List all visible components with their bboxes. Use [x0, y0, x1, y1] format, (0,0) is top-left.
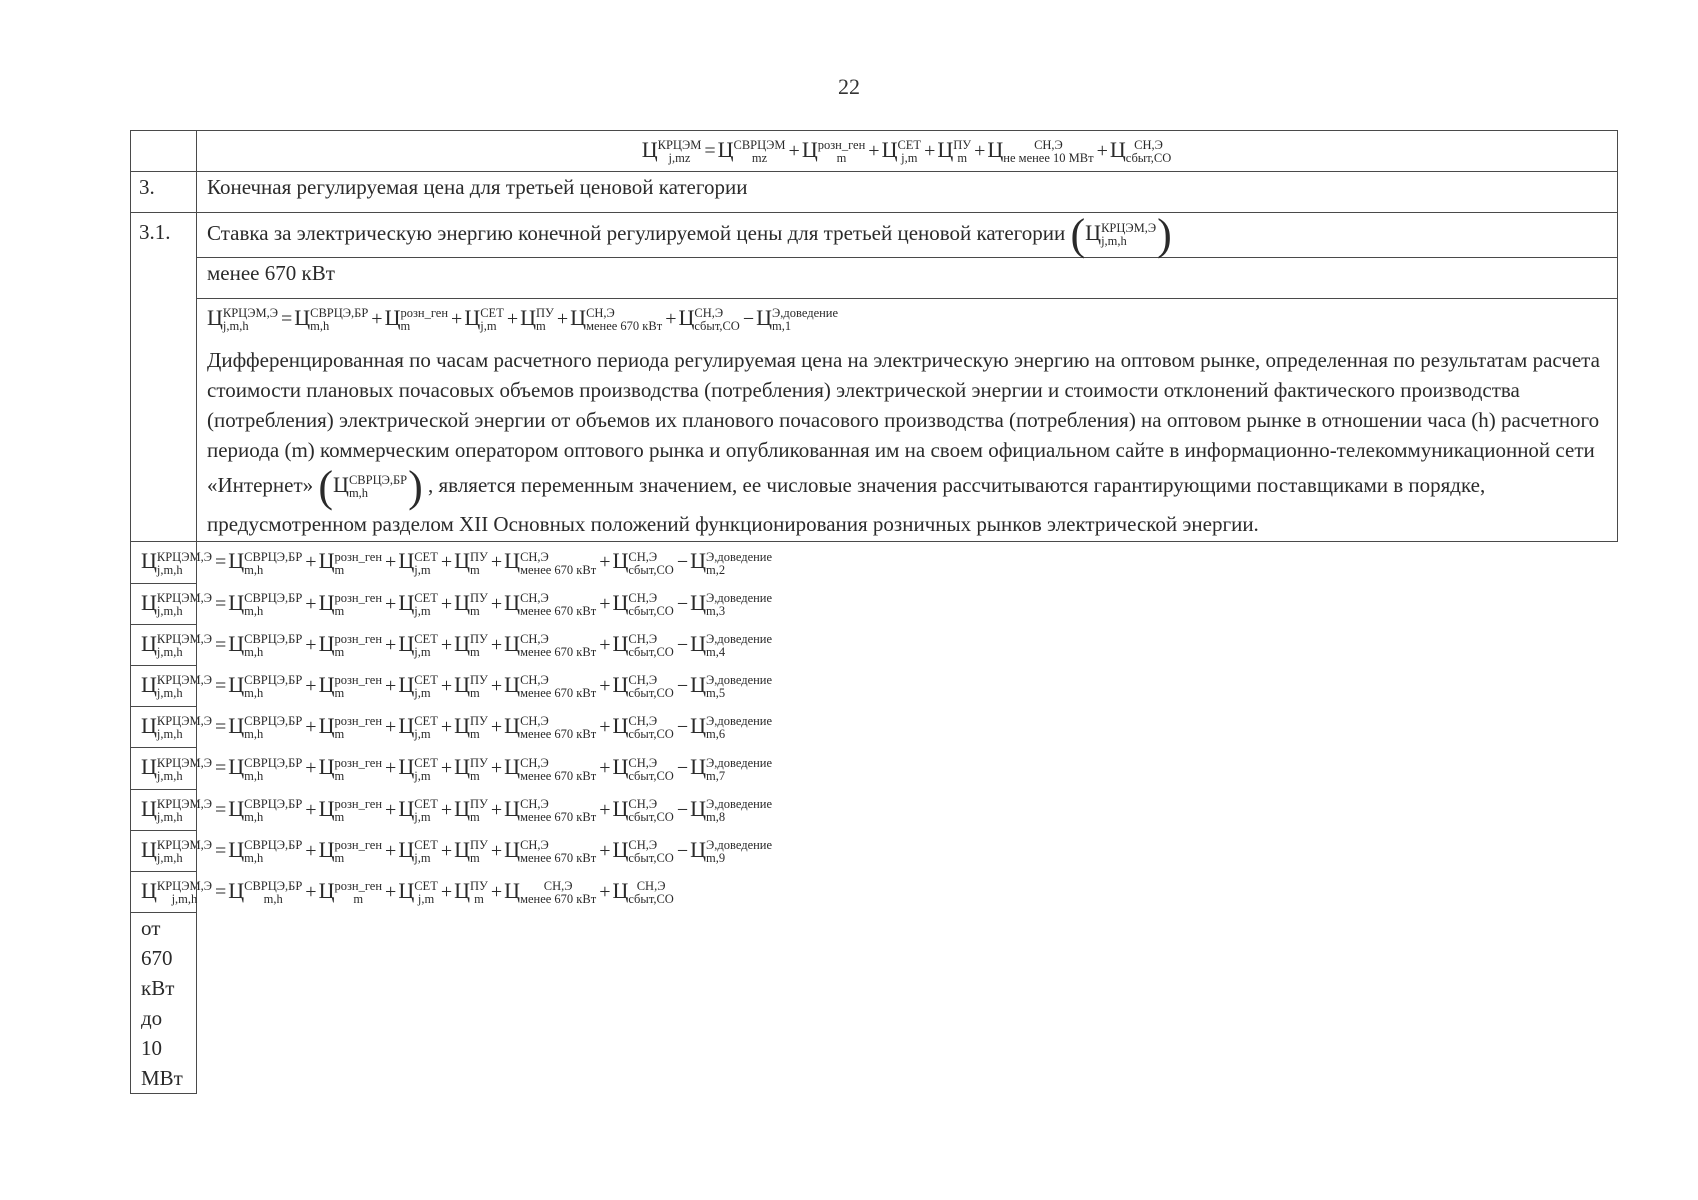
description-text: Дифференцированная по часам расчетного периода регулируемая цена на электрическую энергию на оптовом рынке, определенная по результатам расчета стоимости плановых почасовых объемов производства (потребления) электрической энергии и стоимости отклонений фактического производства (потребления) электрической энергии от объемов их планового почасового производства (потребления) на оптовом рынке в отношении часа (h) расчетного периода (m) коммерческим оператором оптового рынка и опубликованная им на своем официальном сайте в информационно-телекоммуникационной сети «Интернет» — [207, 348, 1600, 498]
formula-row: Ц КРЦЭМ,Э j,m,h =Ц СВРЦЭ,БР m,h +Ц розн_ген m +Ц СЕТ j,m +Ц ПУ m +Ц СН,Э менее 670 кВт +Ц СН,Э сбыт,СО −Ц Э,доведение m,1 — [207, 305, 839, 334]
formula-term: Ц СН,Э не менее 10 МВт — [987, 137, 1094, 166]
row-number-cell — [131, 131, 197, 172]
formula-bottom: Ц КРЦЭМ,Э j,m,h =Ц СВРЦЭ,БР m,h +Ц розн_ген m +Ц СЕТ j,m +Ц ПУ m +Ц СН,Э менее 670 кВт +Ц СН,Э сбыт,СО — [141, 877, 674, 907]
formula-row: Ц КРЦЭМ,Э j,m,h =Ц СВРЦЭ,БР m,h +Ц розн_ген m +Ц СЕТ j,m +Ц ПУ m +Ц СН,Э менее 670 кВт +Ц СН,Э сбыт,СО −Ц Э,доведение m,2 — [141, 548, 773, 577]
formula-cell — [131, 871, 674, 912]
table-row — [131, 583, 1618, 624]
table-row — [131, 830, 1618, 871]
formula-cell — [131, 665, 773, 706]
page-number: 22 — [838, 74, 860, 99]
row-number-cell: 3.1. — [131, 213, 197, 542]
title-formula-symbol: (Ц КРЦЭМ,Э j,m,h ) — [1070, 210, 1172, 260]
price-table — [130, 130, 1618, 1094]
formula-rows-group — [131, 542, 1618, 872]
formula-term: Ц СЕТ j,m — [881, 137, 922, 166]
formula-row: Ц КРЦЭМ,Э j,m,h =Ц СВРЦЭ,БР m,h +Ц розн_ген m +Ц СЕТ j,m +Ц ПУ m +Ц СН,Э менее 670 кВт +Ц СН,Э сбыт,СО −Ц Э,доведение m,6 — [141, 713, 773, 742]
formula-row: Ц КРЦЭМ,Э j,m,h =Ц СВРЦЭ,БР m,h +Ц розн_ген m +Ц СЕТ j,m +Ц ПУ m +Ц СН,Э менее 670 кВт +Ц СН,Э сбыт,СО −Ц Э,доведение m,4 — [141, 630, 773, 659]
table-row — [131, 258, 1618, 299]
section-title: Конечная регулируемая цена для третьей ценовой категории — [197, 172, 1618, 213]
formula-row: Ц КРЦЭМ,Э j,m,h =Ц СВРЦЭ,БР m,h +Ц розн_ген m +Ц СЕТ j,m +Ц ПУ m +Ц СН,Э менее 670 кВт +Ц СН,Э сбыт,СО −Ц Э,доведение m,8 — [141, 795, 773, 824]
formula-row: Ц КРЦЭМ,Э j,m,h =Ц СВРЦЭ,БР m,h +Ц розн_ген m +Ц СЕТ j,m +Ц ПУ m +Ц СН,Э менее 670 кВт +Ц СН,Э сбыт,СО −Ц Э,доведение m,7 — [141, 754, 773, 783]
formula-row: Ц КРЦЭМ,Э j,m,h =Ц СВРЦЭ,БР m,h +Ц розн_ген m +Ц СЕТ j,m +Ц ПУ m +Ц СН,Э менее 670 кВт +Ц СН,Э сбыт,СО −Ц Э,доведение m,5 — [141, 671, 773, 701]
formula-term: Ц СВРЦЭМ mz — [717, 137, 786, 166]
table-row — [131, 707, 1618, 748]
formula-term: Ц ПУ m — [937, 137, 972, 166]
formula-term: Ц СН,Э сбыт,СО — [1109, 137, 1172, 166]
formula-description-cell — [197, 299, 1618, 542]
table-row — [131, 131, 1618, 172]
row-number-cell: 3. — [131, 172, 197, 213]
table-row — [131, 172, 1618, 213]
formula-cell — [131, 583, 773, 624]
formula-term: Ц розн_ген m — [801, 137, 866, 166]
subsection-title: Ставка за электрическую энергию конечной регулируемой цены для третьей ценовой категории — [207, 221, 1066, 245]
formula-cell — [131, 707, 773, 748]
subsection-range: менее 670 кВт — [197, 258, 1618, 299]
formula-row: Ц КРЦЭМ,Э j,m,h =Ц СВРЦЭ,БР m,h +Ц розн_ген m +Ц СЕТ j,m +Ц ПУ m +Ц СН,Э менее 670 кВт +Ц СН,Э сбыт,СО −Ц Э,доведение m,9 — [141, 836, 773, 865]
table-row — [131, 542, 1618, 583]
table-row — [131, 299, 1618, 542]
formula-cell — [131, 624, 773, 665]
formula-top: Ц КРЦЭМ j,mz =Ц СВРЦЭМ mz +Ц розн_ген m +Ц СЕТ j,m +Ц ПУ m +Ц СН,Э не менее 10 МВт +Ц СН,Э сбыт,СО — [641, 137, 1172, 166]
description-text-after: , является переменным значением, ее числовые значения рассчитываются гарантирующими поставщиками в порядке, предусмотренном разделом XII Основных положений функционирования розничных рынков электрической энергии. — [207, 473, 1486, 537]
formula-cell — [131, 542, 773, 583]
description-symbol: (Ц СВРЦЭ,БР m,h ) — [318, 462, 423, 512]
formula-term-lhs: Ц КРЦЭМ j,mz — [641, 137, 702, 166]
description-paragraph — [207, 339, 1607, 541]
table-row — [131, 913, 1618, 1094]
formula-cell — [131, 789, 773, 830]
table-row — [131, 624, 1618, 665]
formula-cell — [131, 748, 773, 789]
formula-row: Ц КРЦЭМ,Э j,m,h =Ц СВРЦЭ,БР m,h +Ц розн_ген m +Ц СЕТ j,m +Ц ПУ m +Ц СН,Э менее 670 кВт +Ц СН,Э сбыт,СО −Ц Э,доведение m,3 — [141, 589, 773, 618]
subsection-title-cell — [197, 210, 1618, 260]
formula-cell — [131, 830, 773, 871]
table-row — [131, 213, 1618, 258]
formula-cell — [197, 131, 1618, 172]
table-row — [131, 789, 1618, 830]
table-row — [131, 748, 1618, 789]
range-label: от 670 кВт до 10 МВт — [131, 913, 197, 1094]
table-row — [131, 871, 1618, 912]
table-row — [131, 665, 1618, 706]
